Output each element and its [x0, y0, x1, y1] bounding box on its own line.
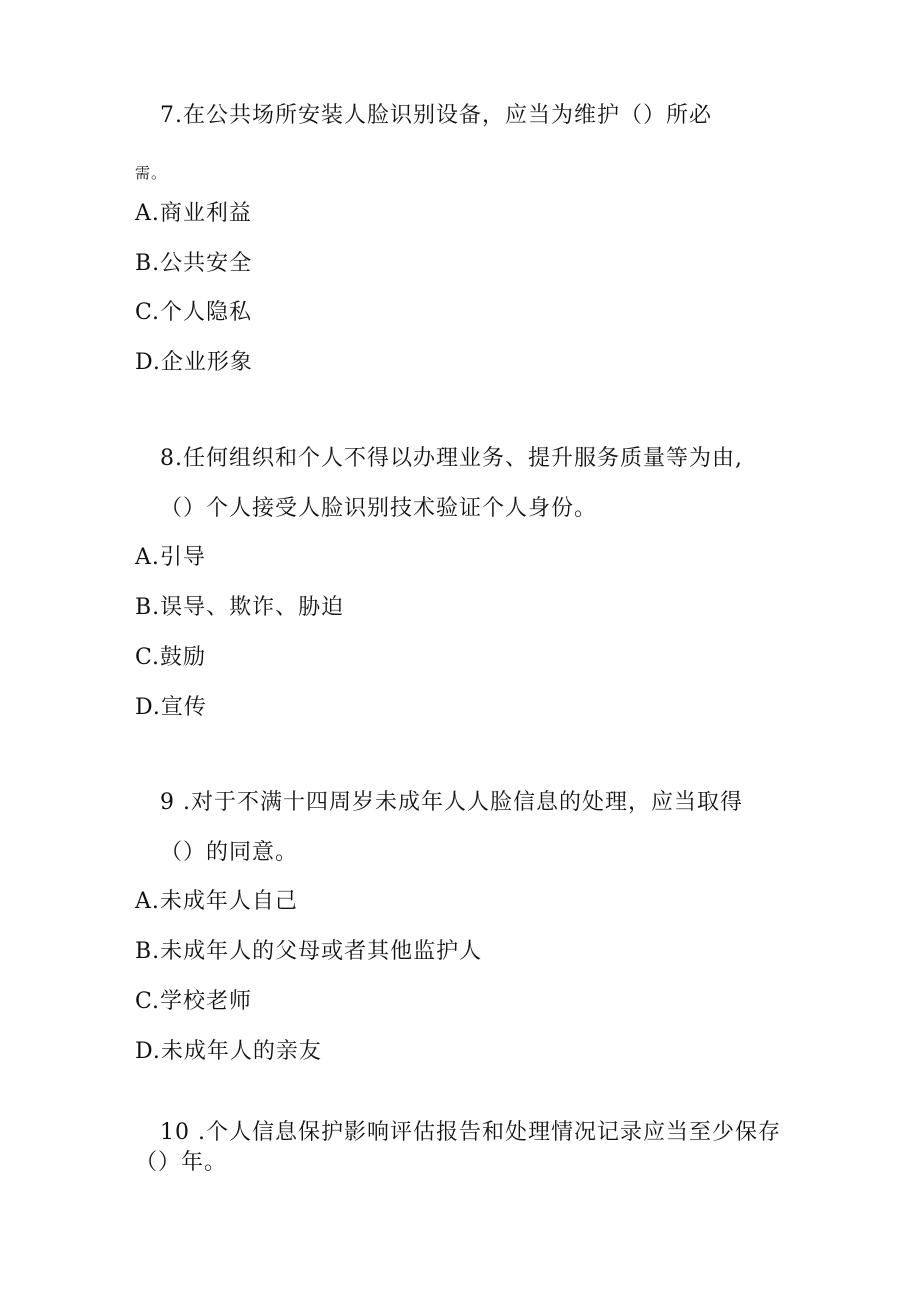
question-7-option-c: C.个人隐私: [135, 300, 253, 325]
question-9-stem-line-1: [160, 788, 743, 818]
question-10-text: 个人信息保护影响评估报告和处理情况记录应当至少保存: [205, 1120, 781, 1145]
question-10-stem-line-2: （）年。: [135, 1150, 228, 1175]
question-8-option-c: C.鼓励: [135, 645, 207, 670]
question-7-number: 7.: [160, 103, 183, 128]
question-9-number: 9 .: [160, 790, 191, 815]
question-9-option-a: A.未成年人自己: [135, 889, 298, 914]
question-9-option-b: B.未成年人的父母或者其他监护人: [135, 939, 483, 964]
question-9-option-d: D.未成年人的亲友: [135, 1039, 322, 1064]
question-7-stem-line-1: [160, 101, 712, 131]
question-8-text: 任何组织和个人不得以办理业务、提升服务质量等为由,: [183, 446, 743, 471]
question-7-option-b: B.公共安全: [135, 251, 253, 276]
question-7-stem-line-2: 需。: [135, 164, 168, 182]
question-8-number: 8.: [160, 446, 183, 471]
question-7-option-d: D.企业形象: [135, 350, 253, 375]
question-7-text: 在公共场所安装人脸识别设备，应当为维护（）所必: [183, 103, 713, 128]
question-9-option-c: C.学校老师: [135, 989, 253, 1014]
question-7-option-a: A.商业利益: [135, 201, 252, 226]
question-8-option-a: A.引导: [135, 545, 206, 570]
question-10-stem-line-1: [160, 1118, 781, 1148]
question-8-stem-line-1: [160, 444, 743, 474]
question-8-option-d: D.宣传: [135, 695, 207, 720]
question-10-number: 10 .: [160, 1120, 206, 1145]
question-8-stem-line-2: （）个人接受人脸识别技术验证个人身份。: [160, 496, 598, 521]
question-8-option-b: B.误导、欺诈、胁迫: [135, 595, 345, 620]
question-9-stem-line-2: （）的同意。: [160, 840, 299, 865]
question-9-text: 对于不满十四周岁未成年人人脸信息的处理，应当取得: [190, 790, 743, 815]
